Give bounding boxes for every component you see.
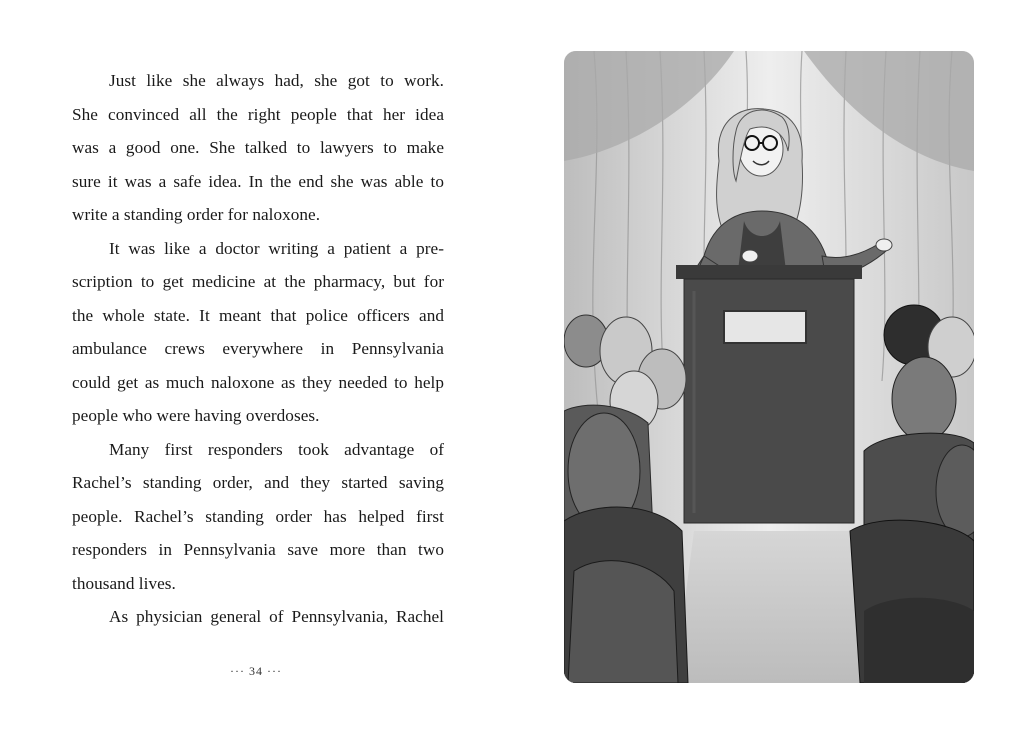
body-text (72, 64, 444, 634)
text-line: responders in Pennsylvania save more than two (72, 540, 444, 559)
text-line: people. Rachel’s standing order has helped first (72, 506, 444, 526)
paragraph-4 (72, 600, 444, 634)
text-line: sure it was a safe idea. In the end she was able to (72, 171, 444, 191)
podium-plaque (724, 311, 806, 343)
podium-speaker-illustration (564, 51, 974, 683)
text-line: Rachel’s standing order, and they started saving (72, 473, 444, 492)
paragraph-2 (72, 232, 444, 433)
text-line: could get as much naloxone as they needed to help (72, 372, 444, 392)
page-number: ··· 34 ··· (230, 664, 282, 678)
text-line: people who were having overdoses. (72, 406, 320, 425)
text-line: Many first responders took advantage of (109, 439, 444, 459)
text-line: ambulance crews everywhere in Pennsylvania (72, 339, 444, 358)
paragraph-1 (72, 64, 444, 232)
text-line: As physician general of Pennsylvania, Rachel (109, 607, 444, 626)
text-line: was a good one. She talked to lawyers to make (72, 138, 444, 157)
text-line: scription to get medicine at the pharmacy, but for (72, 272, 444, 291)
text-line: She convinced all the right people that her idea (72, 104, 444, 124)
text-line: thousand lives. (72, 573, 176, 593)
paragraph-3 (72, 433, 444, 601)
text-line: Just like she always had, she got to work. (109, 71, 444, 90)
podium (676, 265, 862, 523)
text-line: the whole state. It meant that police officers and (72, 305, 444, 325)
text-line: write a standing order for naloxone. (72, 205, 321, 224)
text-line: It was like a doctor writing a patient a pre- (109, 238, 444, 258)
